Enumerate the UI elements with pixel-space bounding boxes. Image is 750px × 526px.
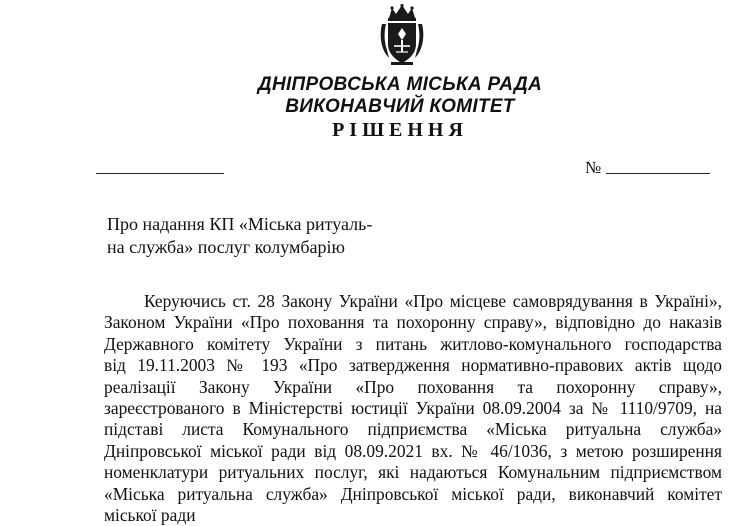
paragraph-line: Керуючись ст. 28 Закону України «Про місцеве самоврядування в Україні», — [144, 291, 722, 311]
city-coat-of-arms-icon — [379, 4, 425, 66]
committee-name: ВИКОНАВЧИЙ КОМІТЕТ — [285, 96, 515, 117]
subject-line: на служба» послуг колумбарію — [107, 237, 345, 257]
preamble-paragraph — [104, 291, 722, 526]
document-type-title: РІШЕННЯ — [332, 119, 468, 141]
paragraph-line: Дніпровської міської ради від 08.09.2021 вх. № 46/1036, з метою розширення — [104, 440, 722, 461]
date-blank-line — [96, 173, 224, 174]
paragraph-line: реалізації Закону України «Про поховання та похоронну справу», — [104, 376, 722, 397]
decision-subject — [107, 213, 372, 259]
council-name: ДНІПРОВСЬКА МІСЬКА РАДА — [257, 74, 543, 95]
paragraph-line: номенклатури ритуальних послуг, які надаються Комунальним підприємством — [104, 462, 722, 483]
number-blank-line — [606, 173, 710, 174]
paragraph-line: від 19.11.2003 № 193 «Про затвердження нормативно-правових актів щодо — [104, 355, 722, 376]
number-label: № — [585, 158, 602, 177]
paragraph-line: зареєстрованого в Міністерстві юстиції України 08.09.2004 за № 1110/9709, на — [104, 398, 722, 419]
paragraph-line: підставі листа Комунального підприємства «Міська ритуальна служба» — [104, 419, 722, 440]
paragraph-line: Державного комітету України з питань житлово-комунального господарства — [104, 333, 722, 354]
paragraph-line: Законом України «Про поховання та похоронну справу», відповідно до наказів — [104, 312, 722, 333]
subject-line: Про надання КП «Міська ритуаль- — [107, 214, 373, 234]
paragraph-line: міської ради — [104, 505, 196, 526]
paragraph-line: «Міська ритуальна служба» Дніпровської міської ради, виконавчий комітет — [104, 483, 722, 504]
